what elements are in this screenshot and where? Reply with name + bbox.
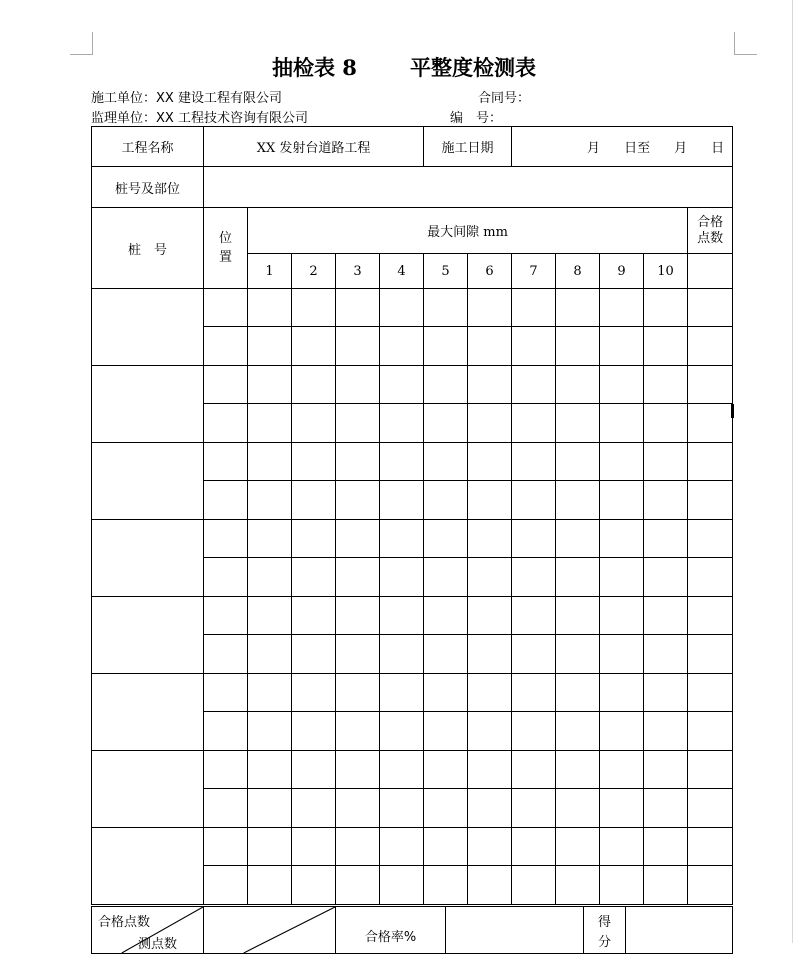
position-header-line2: 置 <box>218 250 232 265</box>
gap-value-cell[interactable] <box>600 597 644 635</box>
gap-value-cell[interactable] <box>468 289 512 327</box>
gap-value-cell[interactable] <box>424 558 468 597</box>
gap-value-cell[interactable] <box>556 481 600 520</box>
project-row <box>92 127 733 167</box>
gap-value-cell[interactable] <box>468 558 512 597</box>
data-row <box>92 674 733 712</box>
gap-value-cell[interactable] <box>644 635 688 674</box>
gap-value-cell[interactable] <box>248 289 292 327</box>
gap-value-cell[interactable] <box>380 558 424 597</box>
gap-value-cell[interactable] <box>468 635 512 674</box>
gap-value-cell[interactable] <box>336 712 380 751</box>
pass-rate-label: 合格率% <box>336 907 446 954</box>
gap-value-cell[interactable] <box>336 866 380 905</box>
gap-value-cell[interactable] <box>512 404 556 443</box>
date-month-end: 月 <box>674 141 688 156</box>
gap-value-cell[interactable] <box>556 520 600 558</box>
gap-value-cell[interactable] <box>248 635 292 674</box>
qualified-count-cell[interactable] <box>688 327 733 366</box>
gap-value-cell[interactable] <box>248 674 292 712</box>
qualified-count-cell[interactable] <box>688 289 733 327</box>
gap-value-cell[interactable] <box>600 327 644 366</box>
gap-value-cell[interactable] <box>336 597 380 635</box>
gap-value-cell[interactable] <box>248 520 292 558</box>
gap-value-cell[interactable] <box>468 520 512 558</box>
qualified-count-cell[interactable] <box>688 558 733 597</box>
gap-value-cell[interactable] <box>468 481 512 520</box>
qualified-points-header <box>688 208 733 254</box>
gap-value-cell[interactable] <box>380 443 424 481</box>
document-title <box>0 52 794 84</box>
position-cell[interactable] <box>204 635 248 674</box>
gap-value-cell[interactable] <box>292 481 336 520</box>
qualified-points-header-line1: 合格 <box>697 214 724 230</box>
qualified-count-cell[interactable] <box>688 635 733 674</box>
gap-value-cell[interactable] <box>600 828 644 866</box>
gap-value-cell[interactable] <box>424 289 468 327</box>
score-label <box>584 907 626 954</box>
gap-value-cell[interactable] <box>424 635 468 674</box>
gap-value-cell[interactable] <box>556 866 600 905</box>
gap-value-cell[interactable] <box>468 597 512 635</box>
construction-unit: 施工单位：XX 建设工程有限公司 <box>91 91 282 106</box>
pile-section-value[interactable] <box>204 167 733 208</box>
gap-value-cell[interactable] <box>512 751 556 789</box>
gap-value-cell[interactable] <box>512 789 556 828</box>
gap-value-cell[interactable] <box>468 404 512 443</box>
gap-value-cell[interactable] <box>468 712 512 751</box>
gap-value-cell[interactable] <box>248 751 292 789</box>
gap-value-cell[interactable] <box>468 366 512 404</box>
pile-section-label: 桩号及部位 <box>92 167 204 208</box>
position-cell[interactable] <box>204 443 248 481</box>
gap-value-cell[interactable] <box>380 520 424 558</box>
gap-value-cell[interactable] <box>556 789 600 828</box>
gap-value-cell[interactable] <box>248 597 292 635</box>
project-name-label: 工程名称 <box>92 127 204 167</box>
gap-value-cell[interactable] <box>644 866 688 905</box>
qualified-count-cell[interactable] <box>688 828 733 866</box>
gap-value-cell[interactable] <box>512 443 556 481</box>
position-cell[interactable] <box>204 674 248 712</box>
text-cursor-mark <box>731 404 734 418</box>
gap-value-cell[interactable] <box>248 712 292 751</box>
date-day-start: 日至 <box>624 141 651 156</box>
gap-value-cell[interactable] <box>556 712 600 751</box>
gap-value-cell[interactable] <box>336 481 380 520</box>
gap-value-cell[interactable] <box>512 635 556 674</box>
gap-value-cell[interactable] <box>600 712 644 751</box>
gap-value-cell[interactable] <box>424 481 468 520</box>
gap-value-cell[interactable] <box>556 674 600 712</box>
gap-value-cell[interactable] <box>600 866 644 905</box>
gap-value-cell[interactable] <box>644 404 688 443</box>
position-cell[interactable] <box>204 481 248 520</box>
gap-value-cell[interactable] <box>424 828 468 866</box>
gap-value-cell[interactable] <box>468 327 512 366</box>
gap-value-cell[interactable] <box>644 558 688 597</box>
position-cell[interactable] <box>204 751 248 789</box>
position-cell[interactable] <box>204 712 248 751</box>
title-form-number: 抽检表 8 <box>272 55 357 80</box>
gap-value-cell[interactable] <box>292 366 336 404</box>
column-number: 4 <box>380 254 424 289</box>
gap-value-cell[interactable] <box>644 481 688 520</box>
data-row <box>92 597 733 635</box>
gap-value-cell[interactable] <box>424 443 468 481</box>
gap-value-cell[interactable] <box>380 289 424 327</box>
data-row <box>92 443 733 481</box>
gap-value-cell[interactable] <box>644 520 688 558</box>
gap-value-cell[interactable] <box>424 674 468 712</box>
data-row <box>92 289 733 327</box>
gap-value-cell[interactable] <box>556 558 600 597</box>
pile-number-cell[interactable] <box>92 751 204 828</box>
gap-value-cell[interactable] <box>512 558 556 597</box>
gap-value-cell[interactable] <box>380 712 424 751</box>
gap-value-cell[interactable] <box>556 635 600 674</box>
gap-value-cell[interactable] <box>380 751 424 789</box>
gap-value-cell[interactable] <box>424 366 468 404</box>
gap-value-cell[interactable] <box>336 289 380 327</box>
gap-value-cell[interactable] <box>380 404 424 443</box>
pile-section-row <box>92 167 733 208</box>
gap-value-cell[interactable] <box>424 520 468 558</box>
gap-value-cell[interactable] <box>644 443 688 481</box>
qualified-count-cell[interactable] <box>688 712 733 751</box>
supervision-unit: 监理单位：XX 工程技术咨询有限公司 <box>91 111 308 126</box>
title-form-name: 平整度检测表 <box>410 55 536 80</box>
qualified-points-blank <box>688 254 733 289</box>
data-row <box>92 366 733 404</box>
gap-value-cell[interactable] <box>248 327 292 366</box>
qualified-count-cell[interactable] <box>688 404 733 443</box>
position-cell[interactable] <box>204 558 248 597</box>
gap-value-cell[interactable] <box>600 366 644 404</box>
gap-value-cell[interactable] <box>292 866 336 905</box>
data-row <box>92 828 733 866</box>
gap-value-cell[interactable] <box>556 597 600 635</box>
gap-value-cell[interactable] <box>512 828 556 866</box>
construction-date-label: 施工日期 <box>424 127 512 167</box>
gap-value-cell[interactable] <box>644 289 688 327</box>
pile-number-cell[interactable] <box>92 828 204 905</box>
pile-number-cell[interactable] <box>92 289 204 366</box>
gap-value-cell[interactable] <box>336 520 380 558</box>
position-cell[interactable] <box>204 520 248 558</box>
gap-value-cell[interactable] <box>600 520 644 558</box>
gap-value-cell[interactable] <box>644 327 688 366</box>
position-cell[interactable] <box>204 327 248 366</box>
qualified-count-cell[interactable] <box>688 366 733 404</box>
column-number: 10 <box>644 254 688 289</box>
gap-value-cell[interactable] <box>512 520 556 558</box>
gap-value-cell[interactable] <box>512 289 556 327</box>
qualified-count-cell[interactable] <box>688 597 733 635</box>
gap-value-cell[interactable] <box>292 712 336 751</box>
position-cell[interactable] <box>204 289 248 327</box>
position-cell[interactable] <box>204 789 248 828</box>
gap-value-cell[interactable] <box>292 558 336 597</box>
gap-value-cell[interactable] <box>248 558 292 597</box>
gap-value-cell[interactable] <box>600 789 644 828</box>
gap-value-cell[interactable] <box>600 558 644 597</box>
diagonal-line <box>204 907 335 953</box>
date-month-start: 月 <box>587 141 601 156</box>
gap-value-cell[interactable] <box>600 674 644 712</box>
measured-points-label: 测点数 <box>138 937 178 952</box>
gap-value-cell[interactable] <box>512 597 556 635</box>
score-value[interactable] <box>626 907 733 954</box>
gap-value-cell[interactable] <box>424 789 468 828</box>
gap-value-cell[interactable] <box>424 404 468 443</box>
gap-value-cell[interactable] <box>380 597 424 635</box>
gap-value-cell[interactable] <box>556 366 600 404</box>
gap-value-cell[interactable] <box>644 828 688 866</box>
gap-value-cell[interactable] <box>336 327 380 366</box>
gap-value-cell[interactable] <box>600 289 644 327</box>
project-name-value[interactable]: XX 发射台道路工程 <box>204 127 424 167</box>
gap-value-cell[interactable] <box>380 674 424 712</box>
points-diagonal-header <box>92 907 204 954</box>
qualified-count-cell[interactable] <box>688 520 733 558</box>
gap-value-cell[interactable] <box>336 558 380 597</box>
gap-value-cell[interactable] <box>292 828 336 866</box>
qualified-count-cell[interactable] <box>688 674 733 712</box>
gap-value-cell[interactable] <box>644 789 688 828</box>
gap-value-cell[interactable] <box>468 674 512 712</box>
column-number: 6 <box>468 254 512 289</box>
gap-value-cell[interactable] <box>336 404 380 443</box>
position-cell[interactable] <box>204 866 248 905</box>
position-cell[interactable] <box>204 597 248 635</box>
gap-value-cell[interactable] <box>468 443 512 481</box>
gap-value-cell[interactable] <box>292 327 336 366</box>
gap-value-cell[interactable] <box>424 327 468 366</box>
gap-value-cell[interactable] <box>424 866 468 905</box>
gap-value-cell[interactable] <box>292 597 336 635</box>
gap-value-cell[interactable] <box>336 366 380 404</box>
gap-value-cell[interactable] <box>424 597 468 635</box>
gap-value-cell[interactable] <box>468 828 512 866</box>
gap-value-cell[interactable] <box>292 751 336 789</box>
header-row <box>92 208 733 254</box>
gap-value-cell[interactable] <box>512 674 556 712</box>
pile-number-header: 桩 号 <box>92 208 204 289</box>
gap-value-cell[interactable] <box>644 751 688 789</box>
column-number: 9 <box>600 254 644 289</box>
gap-value-cell[interactable] <box>556 404 600 443</box>
score-label-line1: 得 <box>597 915 611 930</box>
column-number: 8 <box>556 254 600 289</box>
gap-value-cell[interactable] <box>292 635 336 674</box>
gap-value-cell[interactable] <box>556 443 600 481</box>
gap-value-cell[interactable] <box>336 751 380 789</box>
qualified-count-cell[interactable] <box>688 789 733 828</box>
gap-value-cell[interactable] <box>424 751 468 789</box>
gap-value-cell[interactable] <box>556 828 600 866</box>
gap-value-cell[interactable] <box>380 828 424 866</box>
score-label-line2: 分 <box>597 935 611 950</box>
gap-value-cell[interactable] <box>644 366 688 404</box>
gap-value-cell[interactable] <box>336 635 380 674</box>
gap-value-cell[interactable] <box>644 674 688 712</box>
qualified-count-cell[interactable] <box>688 751 733 789</box>
gap-value-cell[interactable] <box>600 443 644 481</box>
gap-value-cell[interactable] <box>248 828 292 866</box>
gap-value-cell[interactable] <box>600 404 644 443</box>
position-header-line1: 位 <box>218 231 232 246</box>
gap-value-cell[interactable] <box>644 597 688 635</box>
gap-value-cell[interactable] <box>512 366 556 404</box>
position-cell[interactable] <box>204 404 248 443</box>
gap-value-cell[interactable] <box>600 751 644 789</box>
data-row <box>92 751 733 789</box>
gap-value-cell[interactable] <box>512 712 556 751</box>
position-header <box>204 208 248 289</box>
gap-value-cell[interactable] <box>336 443 380 481</box>
qualified-count-cell[interactable] <box>688 866 733 905</box>
gap-value-cell[interactable] <box>468 789 512 828</box>
gap-value-cell[interactable] <box>292 289 336 327</box>
summary-table <box>91 906 733 954</box>
pass-rate-value[interactable] <box>446 907 584 954</box>
qualified-points-label: 合格点数 <box>98 915 151 930</box>
gap-value-cell[interactable] <box>292 404 336 443</box>
gap-value-cell[interactable] <box>248 443 292 481</box>
pile-number-cell[interactable] <box>92 443 204 520</box>
pile-number-cell[interactable] <box>92 674 204 751</box>
date-day-end: 日 <box>711 141 725 156</box>
serial-number: 编 号： <box>450 111 503 126</box>
gap-value-cell[interactable] <box>556 327 600 366</box>
gap-value-cell[interactable] <box>336 674 380 712</box>
position-cell[interactable] <box>204 828 248 866</box>
gap-value-cell[interactable] <box>600 481 644 520</box>
gap-value-cell[interactable] <box>248 366 292 404</box>
column-number: 7 <box>512 254 556 289</box>
contract-number: 合同号： <box>478 91 531 106</box>
data-row <box>92 520 733 558</box>
gap-value-cell[interactable] <box>336 789 380 828</box>
gap-value-cell[interactable] <box>512 327 556 366</box>
gap-value-cell[interactable] <box>600 635 644 674</box>
gap-value-cell[interactable] <box>248 481 292 520</box>
pile-number-cell[interactable] <box>92 366 204 443</box>
gap-value-cell[interactable] <box>292 520 336 558</box>
gap-value-cell[interactable] <box>380 366 424 404</box>
gap-value-cell[interactable] <box>380 481 424 520</box>
gap-value-cell[interactable] <box>380 866 424 905</box>
gap-value-cell[interactable] <box>336 828 380 866</box>
gap-value-cell[interactable] <box>512 866 556 905</box>
gap-value-cell[interactable] <box>468 866 512 905</box>
construction-date-value[interactable] <box>512 127 733 167</box>
position-cell[interactable] <box>204 366 248 404</box>
gap-value-cell[interactable] <box>248 789 292 828</box>
column-number: 5 <box>424 254 468 289</box>
pile-number-cell[interactable] <box>92 597 204 674</box>
qualified-points-header-line2: 点数 <box>697 230 724 246</box>
column-number: 3 <box>336 254 380 289</box>
gap-value-cell[interactable] <box>424 712 468 751</box>
gap-value-cell[interactable] <box>556 289 600 327</box>
gap-value-cell[interactable] <box>380 635 424 674</box>
gap-value-cell[interactable] <box>380 789 424 828</box>
gap-value-cell[interactable] <box>248 404 292 443</box>
gap-value-cell[interactable] <box>292 674 336 712</box>
column-number: 2 <box>292 254 336 289</box>
gap-value-cell[interactable] <box>512 481 556 520</box>
gap-value-cell[interactable] <box>292 789 336 828</box>
gap-value-cell[interactable] <box>248 866 292 905</box>
inspection-table <box>91 126 733 905</box>
qualified-count-cell[interactable] <box>688 481 733 520</box>
column-number: 1 <box>248 254 292 289</box>
gap-value-cell[interactable] <box>292 443 336 481</box>
gap-value-cell[interactable] <box>380 327 424 366</box>
gap-value-cell[interactable] <box>644 712 688 751</box>
qualified-count-cell[interactable] <box>688 443 733 481</box>
points-value-cell[interactable] <box>204 907 336 954</box>
gap-value-cell[interactable] <box>468 751 512 789</box>
max-gap-header: 最大间隙 mm <box>248 208 688 254</box>
gap-value-cell[interactable] <box>556 751 600 789</box>
pile-number-cell[interactable] <box>92 520 204 597</box>
